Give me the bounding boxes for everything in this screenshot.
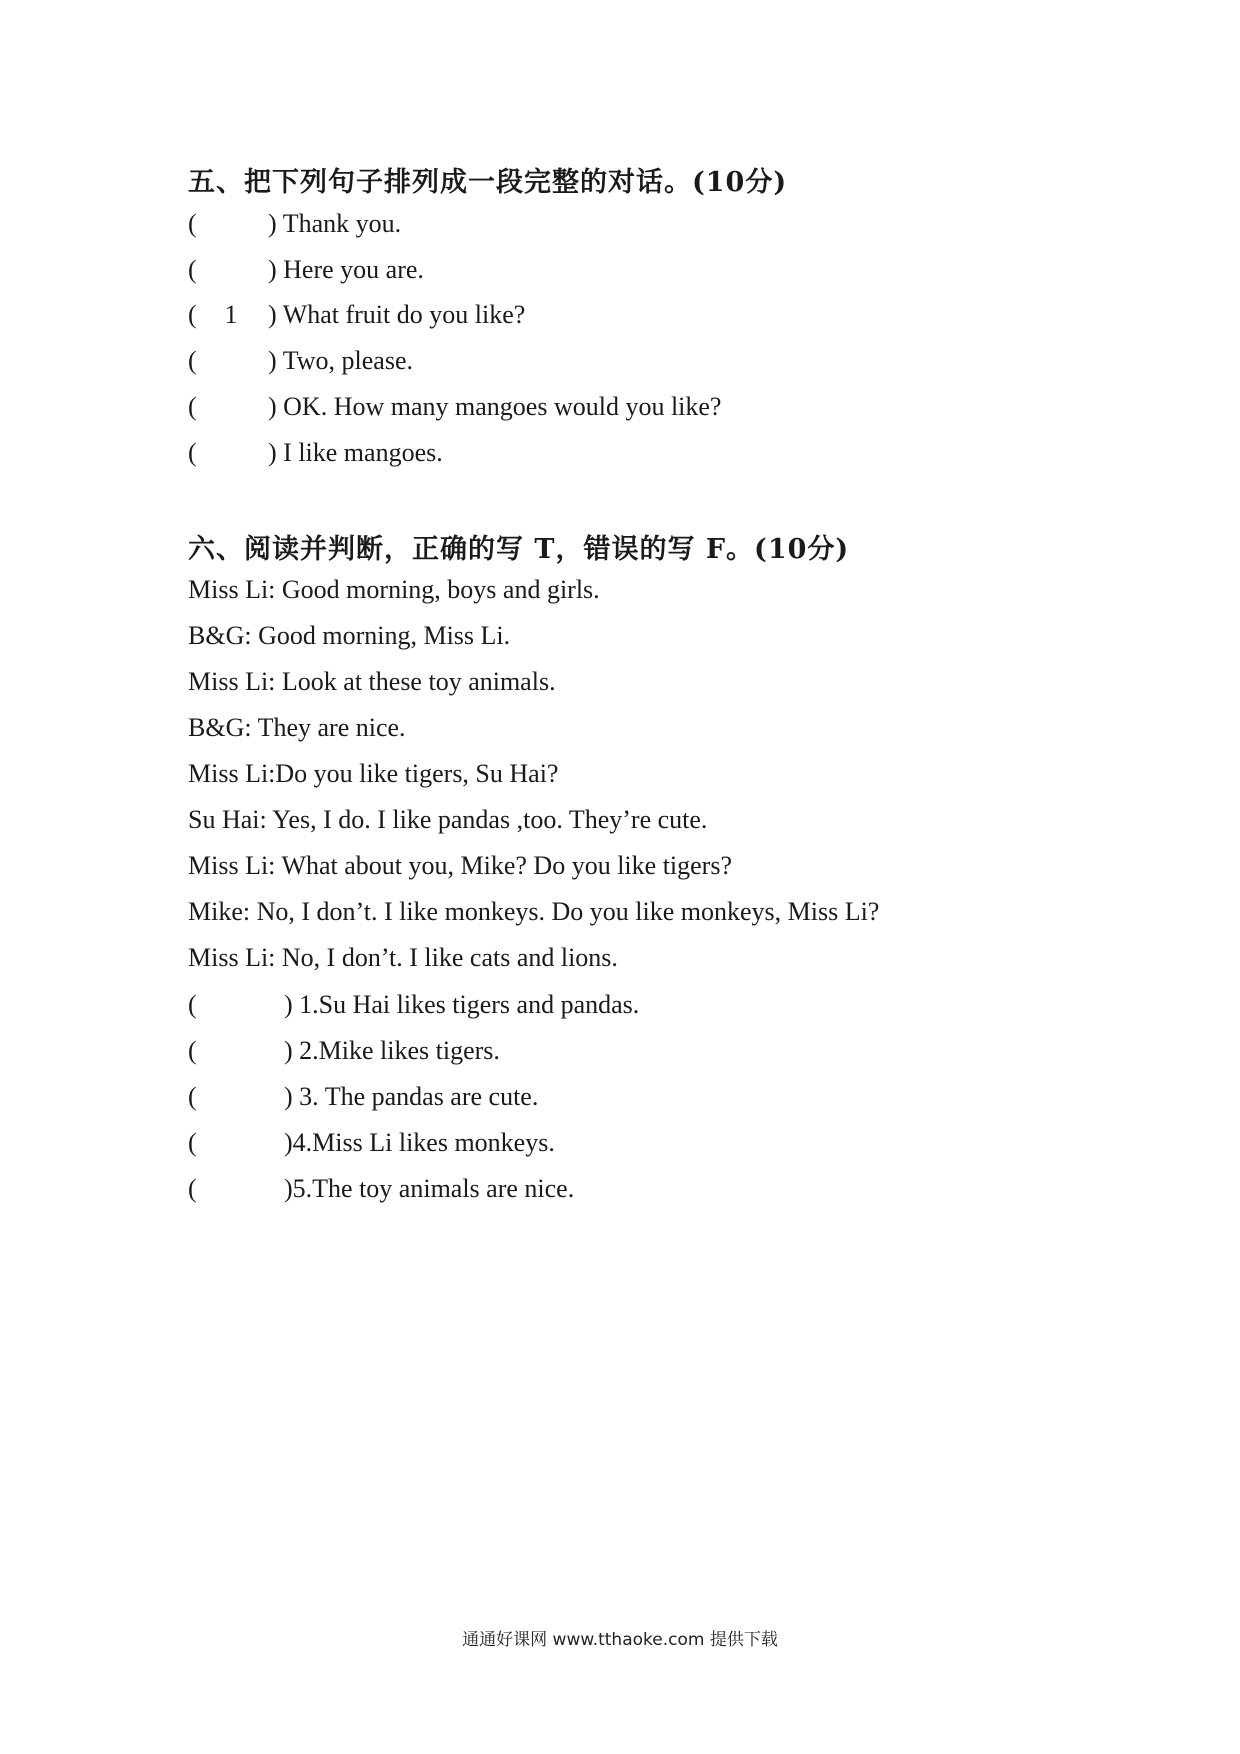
question-text: ) 3. The pandas are cute. [284, 1082, 539, 1111]
footer-credit: 通通好课网 www.tthaoke.com 提供下载 [462, 1630, 778, 1650]
dialogue-line: Miss Li: Good morning, boys and girls. [188, 575, 600, 604]
dialogue-line: B&G: Good morning, Miss Li. [188, 621, 511, 650]
open-paren: ( [188, 438, 197, 467]
open-paren: ( [188, 209, 197, 238]
question-text: ) 1.Su Hai likes tigers and pandas. [284, 990, 640, 1019]
section6-heading: 六、阅读并判断，正确的写 T，错误的写 F。(10分) [188, 534, 850, 565]
open-paren: ( [188, 346, 197, 375]
open-paren: ( [188, 392, 197, 421]
dialogue-line: Miss Li: Look at these toy animals. [188, 667, 556, 696]
open-paren: ( [188, 1128, 197, 1157]
section5-heading: 五、把下列句子排列成一段完整的对话。(10分) [188, 167, 788, 198]
open-paren: ( [188, 990, 197, 1019]
question-text: )4.Miss Li likes monkeys. [284, 1128, 555, 1157]
sentence-text: ) I like mangoes. [268, 438, 443, 467]
open-paren: ( [188, 255, 197, 284]
dialogue-line: B&G: They are nice. [188, 713, 406, 742]
open-paren: ( [188, 1174, 197, 1203]
sentence-text: ) What fruit do you like? [268, 300, 526, 329]
dialogue-line: Miss Li:Do you like tigers, Su Hai? [188, 759, 559, 788]
sentence-text: ) Here you are. [268, 255, 424, 284]
open-paren: ( [188, 1036, 197, 1065]
answer-blank[interactable]: 1 [224, 300, 238, 329]
open-paren: ( [188, 300, 197, 329]
question-text: )5.The toy animals are nice. [284, 1174, 575, 1203]
sentence-text: ) Thank you. [268, 209, 402, 238]
sentence-text: ) Two, please. [268, 346, 413, 375]
sentence-text: ) OK. How many mangoes would you like? [268, 392, 722, 421]
dialogue-line: Miss Li: No, I don’t. I like cats and lions. [188, 943, 618, 972]
question-text: ) 2.Mike likes tigers. [284, 1036, 500, 1065]
open-paren: ( [188, 1082, 197, 1111]
dialogue-line: Su Hai: Yes, I do. I like pandas ,too. They’re cute. [188, 805, 708, 834]
dialogue-line: Mike: No, I don’t. I like monkeys. Do you like monkeys, Miss Li? [188, 897, 880, 926]
dialogue-line: Miss Li: What about you, Mike? Do you like tigers? [188, 851, 732, 880]
